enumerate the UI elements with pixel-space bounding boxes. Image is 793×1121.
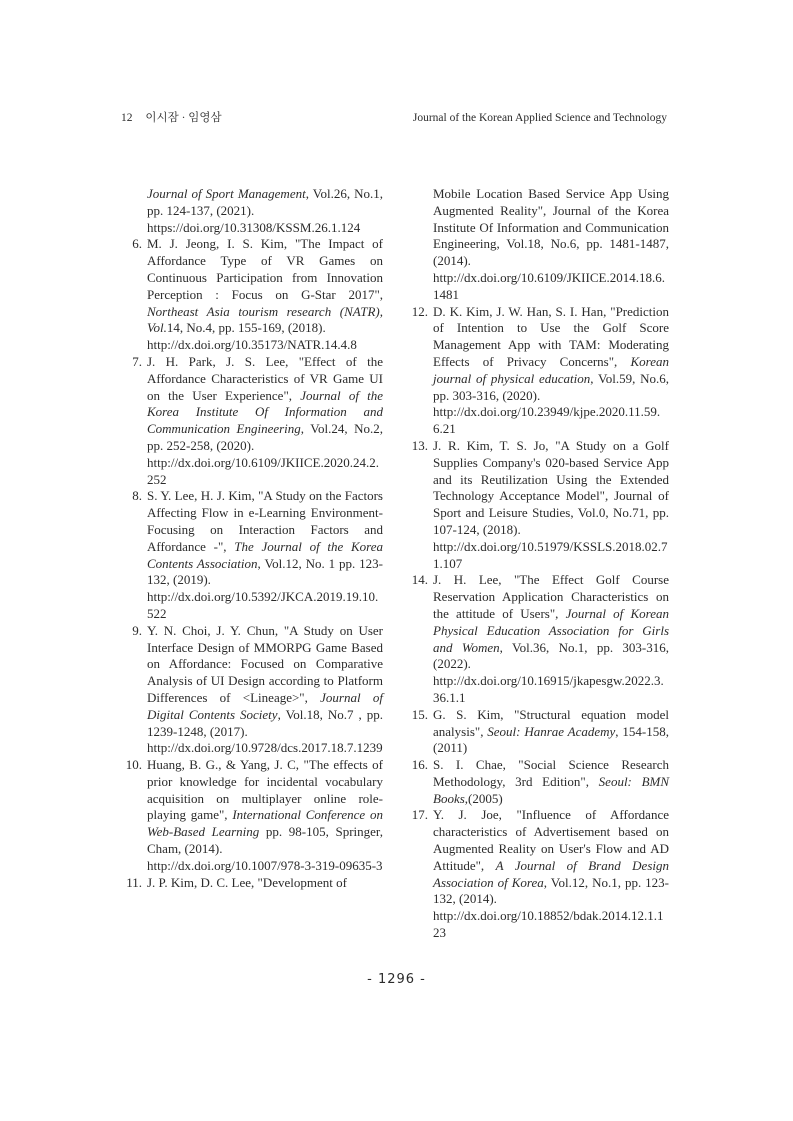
reference-entry bbox=[411, 303, 669, 438]
reference-doi-link[interactable]: http://dx.doi.org/10.18852/bdak.2014.12.1.123 bbox=[433, 908, 664, 941]
header-page-number: 12 bbox=[121, 112, 133, 124]
references-left-column bbox=[125, 186, 384, 891]
reference-number: 7. bbox=[132, 353, 142, 369]
reference-doi-link[interactable]: http://dx.doi.org/10.9728/dcs.2017.18.7.1239 bbox=[147, 740, 383, 756]
reference-entry bbox=[411, 757, 670, 807]
reference-entry bbox=[132, 236, 383, 354]
reference-entry bbox=[411, 807, 669, 941]
reference-text: J. H. Park, J. S. Lee, "Effect of the Affordance Characteristics of VR Game UI on the User Experience", Journal of the Korea Institute Of Information and Communication Engineering, Vol.24, No.2, pp. 252-258, (2020). bbox=[147, 353, 383, 453]
reference-number: 12. bbox=[411, 303, 428, 319]
reference-text: S. I. Chae, "Social Science Research Methodology, 3rd Edition", Seoul: BMN Books,(2005) bbox=[433, 757, 670, 806]
reference-entry bbox=[132, 353, 383, 488]
references-right-column bbox=[411, 186, 670, 942]
reference-doi-link[interactable]: http://dx.doi.org/10.1007/978-3-319-09635-3 bbox=[147, 857, 383, 873]
reference-doi-link[interactable]: http://dx.doi.org/10.16915/jkapesgw.2022.3.36.1.1 bbox=[433, 673, 664, 705]
reference-text: Y. J. Joe, "Influence of Affordance characteristics of Advertisement based on Augmented Reality on User's Flow and AD Attitude", A Journal of Brand Design Association of Korea, Vol.12, No.1, pp. 123-132, (2014). bbox=[433, 807, 669, 907]
reference-number: 15. bbox=[411, 706, 428, 722]
reference-doi-link[interactable]: http://dx.doi.org/10.23949/kjpe.2020.11.59.6.21 bbox=[433, 404, 661, 437]
reference-text: S. Y. Lee, H. J. Kim, "A Study on the Factors Affecting Flow in e-Learning Environment- Focusing on Interaction Factors and Affordance -", The Journal of the Korea Contents Association, Vol.12, No. 1 pp. 123-132, (2019). bbox=[147, 488, 384, 588]
reference-doi-link[interactable]: http://dx.doi.org/10.35173/NATR.14.4.8 bbox=[147, 337, 357, 353]
reference-entry bbox=[411, 437, 669, 572]
reference-number: 11. bbox=[126, 874, 142, 890]
reference-text: D. K. Kim, J. W. Han, S. I. Han, "Prediction of Intention to Use the Golf Score Management App with TAM: Moderating Effects of Privacy Concerns", Korean journal of physical education, Vol.59, No.6, pp. 303-316, (2020). bbox=[433, 303, 669, 403]
reference-doi-link[interactable]: http://dx.doi.org/10.6109/JKIICE.2020.24.2.252 bbox=[147, 454, 379, 487]
reference-doi-link[interactable]: https://doi.org/10.31308/KSSM.26.1.124 bbox=[147, 219, 361, 235]
reference-entry bbox=[125, 757, 383, 875]
reference-text: M. J. Jeong, I. S. Kim, "The Impact of Affordance Type of VR Games on Continuous Participation from Innovation Perception : Focus on G-Star 2017", Northeast Asia tourism research (NATR), Vol.14, No.4, pp. 155-169, (2018). bbox=[147, 236, 383, 336]
reference-number: 10. bbox=[125, 757, 142, 773]
header-authors: 이시잠 · 임영삼 bbox=[145, 112, 222, 124]
header-journal-title: Journal of the Korean Applied Science and Technology bbox=[412, 112, 667, 124]
reference-text: G. S. Kim, "Structural equation model analysis", Seoul: Hanrae Academy, 154-158, (2011) bbox=[433, 706, 669, 756]
reference-entry bbox=[132, 488, 384, 622]
page-footer-number: - 1296 - bbox=[367, 972, 426, 987]
reference-entry bbox=[132, 622, 384, 757]
reference-number: 16. bbox=[411, 757, 428, 773]
reference-entry bbox=[147, 186, 383, 236]
reference-number: 14. bbox=[411, 572, 428, 588]
reference-doi-link[interactable]: http://dx.doi.org/10.6109/JKIICE.2014.18.6.1481 bbox=[433, 269, 665, 302]
reference-text: Journal of Sport Management, Vol.26, No.1, pp. 124-137, (2021). bbox=[147, 186, 383, 218]
reference-doi-link[interactable]: http://dx.doi.org/10.51979/KSSLS.2018.02.71.107 bbox=[433, 538, 668, 571]
reference-text: Mobile Location Based Service App Using Augmented Reality", Journal of the Korea Institute Of Information and Communication Engineering, Vol.18, No.6, pp. 1481-1487, (2014). bbox=[433, 186, 669, 269]
reference-text: Y. N. Choi, J. Y. Chun, "A Study on User Interface Design of MMORPG Game Based on Affordance: Focused on Comparative Analysis of UI Design according to Platform Differences of <Lineage>", Journal of Digital Contents Society, Vol.18, No.7 , pp. 1239-1248, (2017). bbox=[147, 622, 384, 739]
reference-number: 9. bbox=[132, 622, 142, 638]
reference-text: J. R. Kim, T. S. Jo, "A Study on a Golf Supplies Company's 020-based Service App and its Reutilization Using the Extended Technology Acceptance Model", Journal of Sport and Leisure Studies, Vol.0, No.71, pp. 107-124, (2018). bbox=[433, 437, 669, 537]
reference-entry bbox=[126, 874, 383, 892]
reference-text: Huang, B. G., & Yang, J. C, "The effects of prior knowledge for incidental vocabulary acquisition on multiplayer online role-playing game", International Conference on Web-Based Learning pp. 98-105, Springer, Cham, (2014). bbox=[147, 757, 383, 857]
reference-number: 17. bbox=[411, 807, 428, 823]
reference-number: 8. bbox=[132, 488, 142, 504]
reference-text: J. P. Kim, D. C. Lee, "Development of bbox=[147, 874, 347, 890]
reference-doi-link[interactable]: http://dx.doi.org/10.5392/JKCA.2019.19.10.522 bbox=[147, 589, 379, 621]
reference-entry bbox=[433, 186, 669, 304]
reference-number: 6. bbox=[132, 236, 142, 252]
header-left bbox=[121, 111, 222, 125]
reference-text: J. H. Lee, "The Effect Golf Course Reservation Application Characteristics on the attitude of Users", Journal of Korean Physical Education Association for Girls and Women, Vol.36, No.1, pp. 303-316, (2022). bbox=[433, 572, 669, 672]
reference-number: 13. bbox=[411, 437, 428, 453]
reference-entry bbox=[411, 706, 669, 757]
reference-entry bbox=[411, 572, 669, 706]
